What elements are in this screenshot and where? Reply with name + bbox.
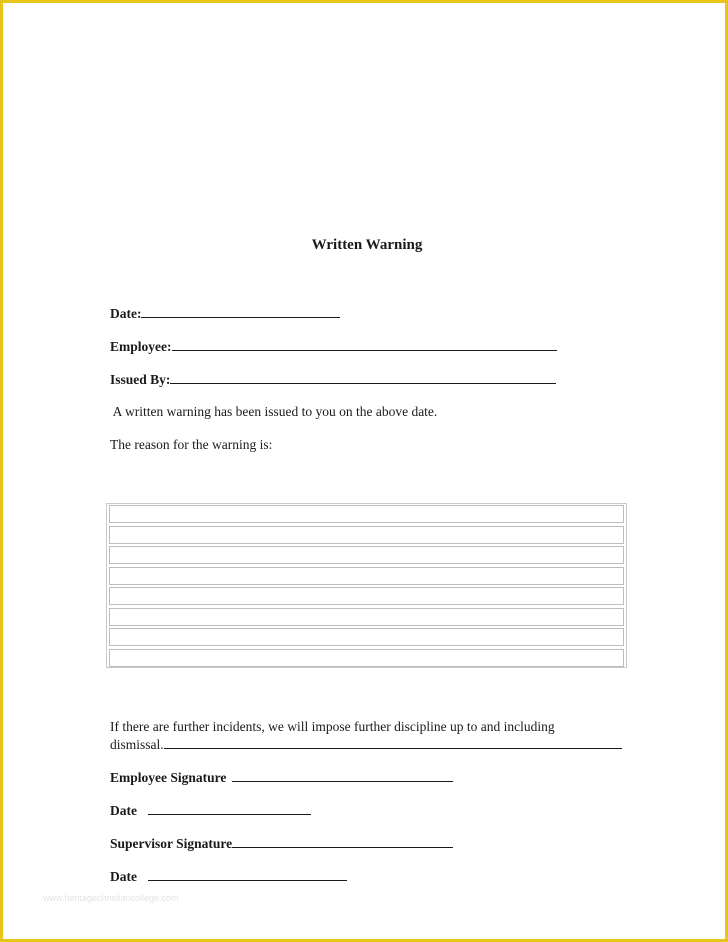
date-blank-2[interactable] bbox=[148, 868, 347, 881]
employee-signature-field bbox=[110, 769, 453, 786]
document-title: Written Warning bbox=[311, 237, 423, 253]
supervisor-signature-blank[interactable] bbox=[232, 835, 453, 848]
reason-line[interactable] bbox=[109, 567, 624, 585]
date-label-2: Date bbox=[110, 869, 137, 884]
date-field-1 bbox=[110, 802, 311, 819]
issued-by-blank[interactable] bbox=[170, 371, 556, 384]
employee-field bbox=[110, 338, 557, 355]
dismissal-text: dismissal. bbox=[110, 737, 164, 752]
reason-line[interactable] bbox=[109, 628, 624, 646]
notice-text: A written warning has been issued to you on the above date. bbox=[110, 404, 438, 419]
reason-line[interactable] bbox=[109, 505, 624, 523]
reason-lines-box bbox=[106, 503, 627, 668]
reason-line[interactable] bbox=[109, 608, 624, 626]
date-field-2 bbox=[110, 868, 347, 885]
further-text-line1: If there are further incidents, we will impose further discipline up to and including bbox=[110, 719, 555, 734]
date-blank-1[interactable] bbox=[148, 802, 311, 815]
employee-blank[interactable] bbox=[172, 338, 557, 351]
supervisor-signature-label: Supervisor Signature bbox=[110, 836, 233, 851]
date-label: Date: bbox=[110, 306, 142, 321]
date-label-1: Date bbox=[110, 803, 137, 818]
further-text-line2 bbox=[110, 736, 622, 753]
reason-line[interactable] bbox=[109, 649, 624, 667]
supervisor-signature-field bbox=[110, 835, 453, 852]
date-blank[interactable] bbox=[141, 305, 340, 318]
date-field bbox=[110, 305, 340, 322]
reason-text: The reason for the warning is: bbox=[110, 437, 273, 452]
dismissal-blank[interactable] bbox=[164, 736, 622, 749]
employee-label: Employee: bbox=[110, 339, 172, 354]
reason-line[interactable] bbox=[109, 587, 624, 605]
employee-signature-label: Employee Signature bbox=[110, 770, 227, 785]
watermark: www.heritagechristiancollege.com bbox=[43, 893, 179, 903]
issued-by-field bbox=[110, 371, 556, 388]
reason-line[interactable] bbox=[109, 546, 624, 564]
issued-by-label: Issued By: bbox=[110, 372, 171, 387]
reason-line[interactable] bbox=[109, 526, 624, 544]
employee-signature-blank[interactable] bbox=[232, 769, 453, 782]
